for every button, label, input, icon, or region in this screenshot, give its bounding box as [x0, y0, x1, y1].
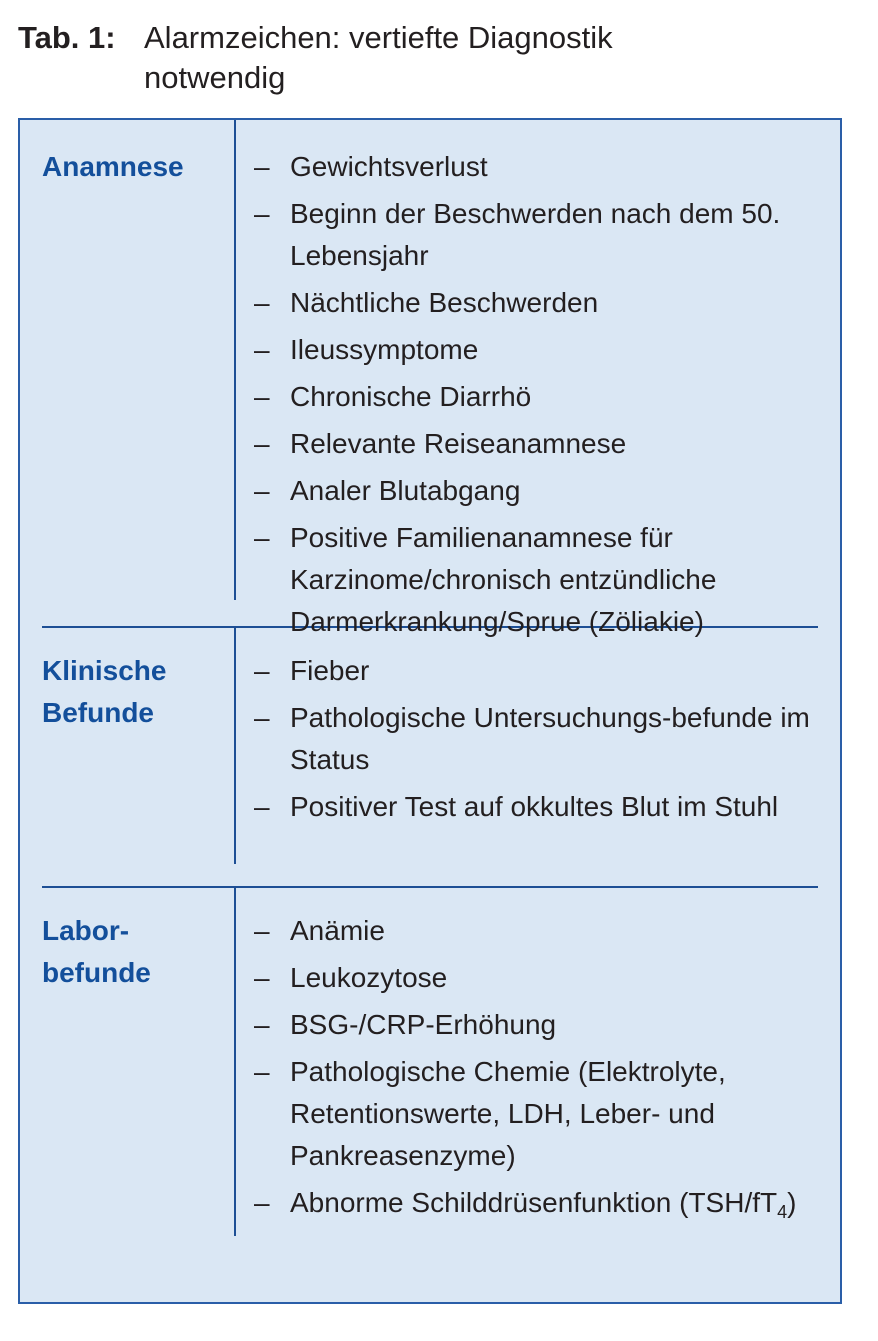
list-item-text: Leukozytose: [290, 962, 448, 993]
section-heading-line: Anamnese: [42, 151, 184, 182]
section-items: [234, 888, 840, 1236]
dash-marker: –: [254, 287, 270, 318]
item-list: [254, 650, 818, 828]
dash-marker: –: [254, 702, 270, 733]
section-anamnese: [20, 120, 840, 637]
list-item-text: [290, 1187, 797, 1222]
list-item-text: Positiver Test auf okkultes Blut im Stuhl: [290, 791, 779, 822]
list-item-text: Anämie: [290, 915, 385, 946]
list-item: [254, 910, 818, 952]
list-item-text: Fieber: [290, 655, 370, 686]
caption-title: Alarmzeichen: vertiefte Diagnostik notwendig: [144, 20, 613, 95]
item-list: [254, 146, 818, 643]
dash-marker: –: [254, 381, 270, 412]
section-items: [234, 120, 840, 637]
dash-marker: –: [254, 151, 270, 182]
table-caption: [18, 18, 858, 98]
list-item: [254, 697, 818, 781]
section-heading: [20, 650, 234, 886]
dash-marker: –: [254, 1187, 270, 1218]
list-item-text-end: ): [787, 1187, 797, 1218]
dash-marker: –: [254, 1009, 270, 1040]
list-item-text: Pathologische Chemie (Elektrolyte, Retentionswerte, LDH, Leber- und Pankreasenzyme): [290, 1056, 726, 1171]
list-item: [254, 146, 818, 188]
dash-marker: –: [254, 915, 270, 946]
list-item: [254, 650, 818, 692]
list-item: [254, 1182, 818, 1224]
caption-label: Tab. 1:: [18, 20, 116, 55]
alarm-signs-table: [18, 118, 842, 1304]
dash-marker: –: [254, 475, 270, 506]
dash-marker: –: [254, 1056, 270, 1087]
list-item: [254, 786, 818, 828]
list-item: [254, 376, 818, 418]
list-item: [254, 1051, 818, 1177]
list-item-text: Beginn der Beschwerden nach dem 50. Lebensjahr: [290, 198, 781, 271]
section-heading-line: Labor-: [42, 915, 130, 946]
section-laborbefunde: [20, 888, 840, 1258]
section-heading-line: Klinische: [42, 655, 167, 686]
section-heading-line: befunde: [42, 957, 151, 988]
dash-marker: –: [254, 334, 270, 365]
list-item-text: Positive Familienanamnese für Karzinome/chronisch entzündliche Darmerkrankung/Sprue (Zöliakie): [290, 522, 717, 637]
section-items: [234, 628, 840, 864]
list-item-text: Pathologische Untersuchungs-befunde im Status: [290, 702, 810, 775]
list-item: [254, 517, 818, 643]
list-item-text: Analer Blutabgang: [290, 475, 521, 506]
list-item-text: BSG-/CRP-Erhöhung: [290, 1009, 557, 1040]
list-item: [254, 423, 818, 465]
dash-marker: –: [254, 791, 270, 822]
list-item: [254, 193, 818, 277]
list-item: [254, 957, 818, 999]
list-item: [254, 1004, 818, 1046]
list-item-text: Nächtliche Beschwerden: [290, 287, 599, 318]
list-item: [254, 282, 818, 324]
subscript: 4: [777, 1202, 788, 1222]
list-item-text: Ileussymptome: [290, 334, 479, 365]
section-klinische-befunde: [20, 628, 840, 886]
dash-marker: –: [254, 522, 270, 553]
item-list: [254, 910, 818, 1224]
list-item: [254, 329, 818, 371]
section-heading: [20, 146, 234, 626]
dash-marker: –: [254, 428, 270, 459]
dash-marker: –: [254, 198, 270, 229]
section-heading: [20, 910, 234, 1258]
list-item-text: Relevante Reiseanamnese: [290, 428, 627, 459]
list-item: [254, 470, 818, 512]
section-heading-line: Befunde: [42, 697, 154, 728]
list-item-text: Gewichtsverlust: [290, 151, 488, 182]
list-item-text: Chronische Diarrhö: [290, 381, 532, 412]
dash-marker: –: [254, 655, 270, 686]
dash-marker: –: [254, 962, 270, 993]
list-item-text-main: Abnorme Schilddrüsenfunktion (TSH/fT: [290, 1187, 778, 1218]
